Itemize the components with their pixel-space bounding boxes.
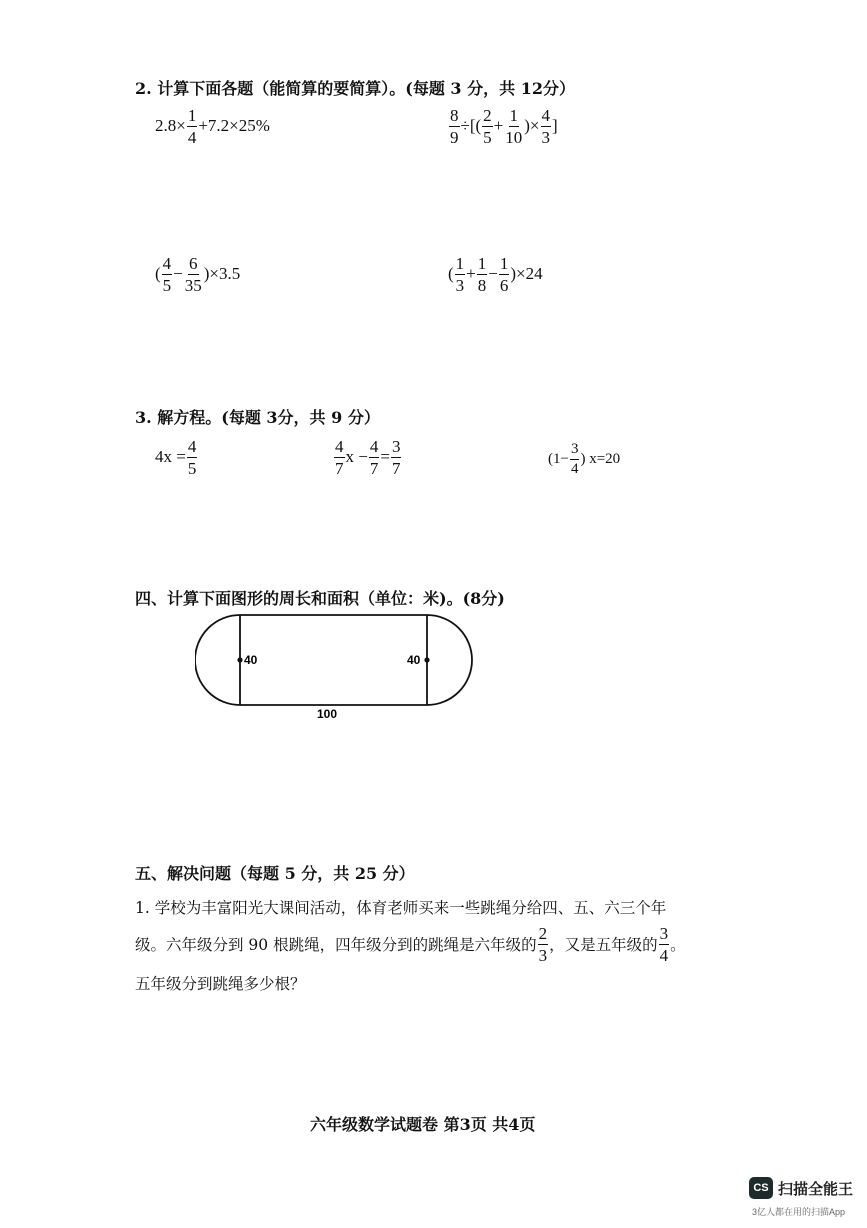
fraction (499, 255, 510, 294)
expr-part: − (488, 264, 498, 283)
expr-part: ] (552, 116, 558, 135)
numerator: 1 (477, 253, 487, 273)
question-1-line-1: 1. 学校为丰富阳光大课间活动，体育老师买来一些跳绳分给四、五、六三个年 (135, 899, 667, 917)
denominator: 3 (538, 945, 548, 965)
question-1-line-3: 五年级分到跳绳多少根？ (135, 975, 306, 993)
denominator: 4 (570, 460, 579, 477)
right-center-dot (424, 657, 429, 662)
right-diameter-label: 40 (407, 653, 421, 667)
numerator: 3 (659, 923, 669, 943)
denominator: 35 (184, 275, 202, 295)
equation-1 (155, 435, 198, 479)
problem-2-2 (448, 104, 558, 148)
denominator: 3 (455, 275, 465, 295)
expr-part: )× (524, 116, 540, 135)
equation-2 (333, 435, 402, 479)
numerator: 3 (570, 442, 580, 460)
fraction (162, 255, 173, 294)
text-part: ，又是五年级的 (549, 936, 658, 954)
numerator: 2 (483, 105, 492, 125)
expr-part: = (380, 447, 390, 466)
denominator: 7 (391, 458, 401, 478)
stadium-figure (195, 610, 475, 730)
expr-part: 2.8× (155, 116, 186, 135)
numerator: 2 (538, 923, 548, 943)
fraction (184, 255, 203, 294)
problem-2-3 (155, 252, 240, 296)
numerator: 6 (189, 253, 198, 273)
expr-part: ÷[( (460, 116, 482, 135)
figure-outline (195, 615, 472, 705)
numerator: 4 (187, 436, 197, 456)
denominator: 10 (505, 127, 523, 147)
numerator: 1 (499, 253, 509, 273)
denominator: 6 (499, 275, 509, 295)
numerator: 3 (391, 436, 401, 456)
bottom-length-label: 100 (317, 707, 338, 721)
section-5-heading: 五、解决问题（每题 5 分，共 25 分） (135, 864, 415, 883)
denominator: 3 (541, 127, 550, 147)
left-center-dot (237, 657, 242, 662)
section-3-heading: 3. 解方程。(每题 3分，共 9 分） (135, 408, 380, 427)
expr-part: + (466, 264, 476, 283)
expr-part: 4x = (155, 447, 186, 466)
fraction (187, 107, 198, 146)
denominator: 7 (369, 458, 379, 478)
section-4-heading: 四、计算下面图形的周长和面积（单位：米)。(8分) (135, 589, 505, 608)
expr-part: ) x=20 (580, 450, 621, 467)
expr-part: )×24 (510, 264, 543, 283)
equation-3 (548, 437, 620, 481)
fraction (659, 925, 670, 964)
fraction (449, 107, 460, 146)
fraction (482, 107, 493, 146)
fraction (538, 925, 549, 964)
denominator: 5 (187, 458, 197, 478)
expr-part: + (493, 116, 504, 135)
text-part: 级。六年级分到 90 根跳绳，四年级分到的跳绳是六年级的 (135, 936, 537, 954)
numerator: 1 (455, 253, 465, 273)
numerator: 4 (162, 253, 172, 273)
problem-2-1 (155, 104, 270, 148)
fraction (187, 438, 198, 477)
numerator: 8 (450, 105, 459, 125)
problem-2-4 (448, 252, 543, 296)
denominator: 7 (335, 458, 344, 478)
numerator: 1 (187, 105, 197, 125)
question-1-line-2 (135, 922, 686, 966)
fraction (455, 255, 466, 294)
expr-part: +7.2×25% (198, 116, 270, 135)
numerator: 4 (369, 436, 379, 456)
scanner-logo-icon: CS (749, 1177, 773, 1199)
denominator: 4 (187, 127, 197, 147)
text-part: 。 (670, 936, 686, 954)
fraction (541, 107, 552, 146)
fraction (369, 438, 380, 477)
numerator: 4 (335, 436, 344, 456)
denominator: 8 (477, 275, 487, 295)
denominator: 4 (659, 945, 669, 965)
section-2-heading: 2. 计算下面各题（能简算的要简算）。(每题 3 分，共 12分） (135, 79, 575, 98)
denominator: 5 (483, 127, 492, 147)
fraction (334, 438, 345, 477)
expr-part: ( (448, 264, 454, 283)
fraction (477, 255, 488, 294)
expr-part: )×3.5 (203, 264, 241, 283)
expr-part: x − (345, 447, 368, 466)
fraction (391, 438, 402, 477)
expr-part: ( (155, 264, 161, 283)
fraction (504, 107, 523, 146)
expr-part: (1− (548, 450, 569, 467)
scanner-app-name: 扫描全能王 (778, 1181, 854, 1198)
denominator: 5 (162, 275, 172, 295)
scanner-app-tagline: 3亿人都在用的扫描App (752, 1207, 846, 1217)
numerator: 1 (509, 105, 518, 125)
denominator: 9 (450, 127, 459, 147)
expr-part: − (173, 264, 183, 283)
fraction (570, 442, 580, 477)
numerator: 4 (541, 105, 550, 125)
left-diameter-label: 40 (244, 653, 258, 667)
page-footer: 六年级数学试题卷 第3页 共4页 (310, 1115, 536, 1134)
